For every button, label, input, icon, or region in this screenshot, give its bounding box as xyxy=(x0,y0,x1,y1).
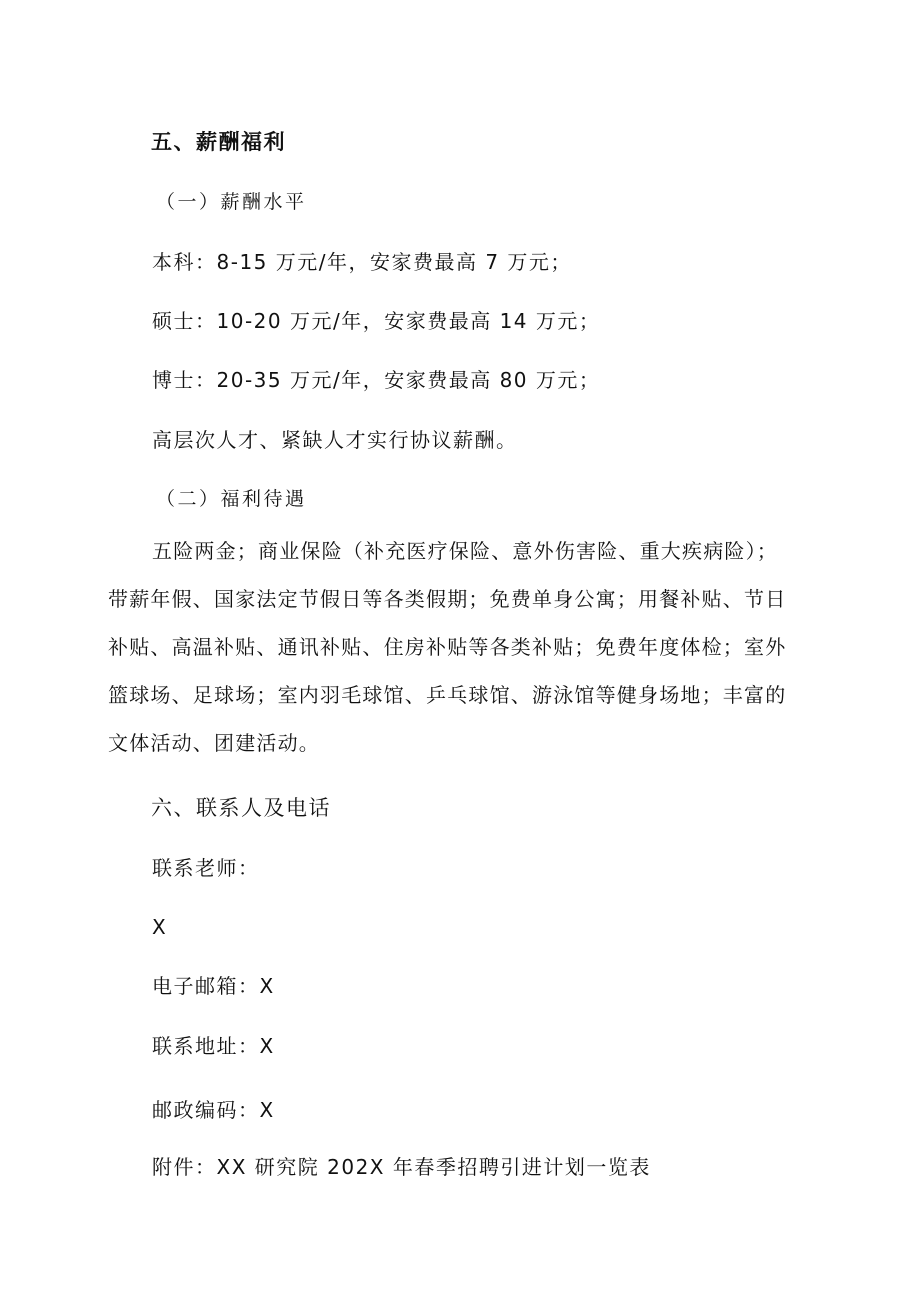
salary-doctor: 博士：20-35 万元/年，安家费最高 80 万元； xyxy=(152,368,601,392)
contact-address: 联系地址：X xyxy=(152,1034,275,1058)
benefits-line: 带薪年假、国家法定节假日等各类假期；免费单身公寓；用餐补贴、节日 xyxy=(108,587,787,611)
benefits-line: 文体活动、团建活动。 xyxy=(108,731,320,755)
benefits-line: 补贴、高温补贴、通讯补贴、住房补贴等各类补贴；免费年度体检；室外 xyxy=(108,635,787,659)
contact-teacher-value: X xyxy=(152,915,168,939)
contact-email: 电子邮箱：X xyxy=(152,974,275,998)
benefits-line: 五险两金；商业保险（补充医疗保险、意外伤害险、重大疾病险）； xyxy=(152,539,778,563)
contact-teacher-label: 联系老师： xyxy=(152,856,260,880)
salary-bachelor: 本科：8-15 万元/年，安家费最高 7 万元； xyxy=(152,250,572,274)
subheading-salary-level: （一）薪酬水平 xyxy=(156,191,307,213)
attachment-note: 附件：XX 研究院 202X 年春季招聘引进计划一览表 xyxy=(152,1155,651,1179)
salary-master: 硕士：10-20 万元/年，安家费最高 14 万元； xyxy=(152,309,601,333)
section-heading-salary-benefits: 五、薪酬福利 xyxy=(151,130,286,154)
salary-high-level-talent: 高层次人才、紧缺人才实行协议薪酬。 xyxy=(152,428,518,452)
benefits-paragraph xyxy=(108,537,808,777)
section-heading-contact: 六、联系人及电话 xyxy=(151,796,331,820)
contact-postcode: 邮政编码：X xyxy=(152,1098,275,1122)
benefits-line: 篮球场、足球场；室内羽毛球馆、乒乓球馆、游泳馆等健身场地；丰富的 xyxy=(108,683,787,707)
subheading-benefits: （二）福利待遇 xyxy=(156,488,307,510)
